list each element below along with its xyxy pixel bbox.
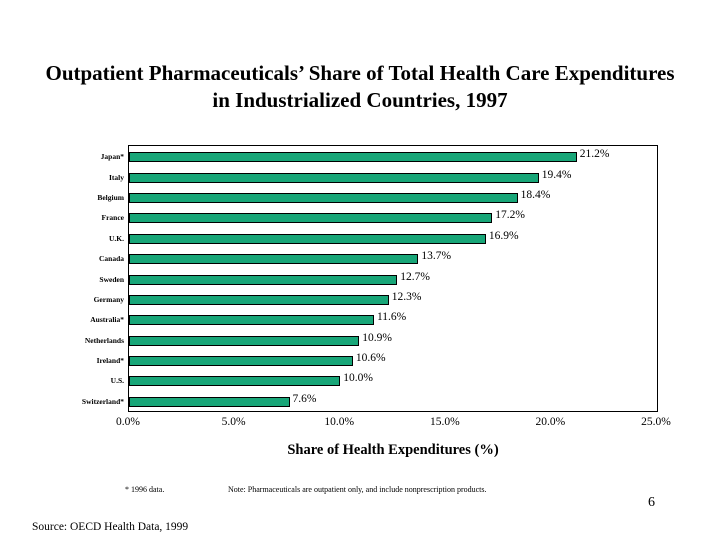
bar-row (129, 331, 657, 346)
x-tick-label: 20.0% (535, 416, 566, 428)
category-label: Germany (93, 294, 124, 304)
x-axis-title: Share of Health Expenditures (%) (287, 442, 499, 458)
x-tick-label: 0.0% (116, 416, 140, 428)
bars-container (129, 146, 657, 411)
category-label: Ireland* (96, 356, 124, 366)
bar (129, 254, 418, 264)
bar-value-label: 12.3% (391, 290, 422, 303)
x-tick-label: 25.0% (641, 416, 671, 428)
bar-value-label: 18.4% (520, 188, 551, 201)
chart-plot-area (128, 145, 658, 412)
bar-row (129, 188, 657, 203)
bar-value-label: 19.4% (541, 168, 572, 181)
bar-value-label: 10.6% (355, 352, 386, 365)
bar (129, 213, 492, 223)
bar-row (129, 270, 657, 285)
bar-row (129, 311, 657, 325)
x-tick-label: 5.0% (221, 416, 246, 428)
category-label: U.K. (109, 233, 124, 243)
category-label: Sweden (99, 274, 124, 284)
bar (129, 336, 359, 346)
bar-value-label: 7.6% (292, 392, 317, 405)
bar (129, 275, 397, 285)
bar-row (129, 290, 657, 305)
bar-value-label: 10.0% (343, 372, 373, 385)
bar-row (129, 352, 657, 366)
footnote-note: Note: Pharmaceuticals are outpatient only, and include nonprescription products. (228, 485, 487, 494)
bar (129, 356, 353, 366)
bar (129, 234, 486, 244)
bar (129, 315, 374, 325)
bar (129, 376, 340, 386)
page-title: Outpatient Pharmaceuticals’ Share of Total Health Care Expenditures in Industrialized Countries, 1997 (45, 61, 675, 112)
x-tick-label: 10.0% (324, 416, 355, 428)
bar-value-label: 16.9% (488, 229, 519, 242)
category-label: Italy (109, 172, 124, 182)
page-number: 6 (648, 495, 655, 510)
category-label: Netherlands (84, 335, 124, 345)
bar-row (129, 209, 657, 223)
bar-value-label: 12.7% (400, 270, 430, 283)
bar (129, 397, 290, 407)
bar-value-label: 21.2% (579, 148, 610, 161)
bar (129, 173, 539, 183)
category-label: Belgium (97, 192, 124, 202)
bar-value-label: 11.6% (376, 311, 407, 324)
bar-row (129, 168, 657, 183)
bar (129, 152, 577, 162)
category-label: Japan* (100, 152, 124, 162)
bar (129, 295, 389, 305)
footnote-asterisk: * 1996 data. (125, 485, 165, 494)
bar-row (129, 392, 657, 407)
category-label: Canada (98, 254, 124, 264)
source-line: Source: OECD Health Data, 1999 (32, 521, 189, 533)
bar-row (129, 148, 657, 162)
bar-value-label: 17.2% (495, 209, 525, 222)
category-label: Switzerland* (81, 396, 124, 406)
bar (129, 193, 518, 203)
category-label: Australia* (90, 315, 124, 325)
bar-value-label: 13.7% (421, 250, 452, 263)
category-label: U.S. (110, 376, 124, 386)
category-label: France (101, 213, 124, 223)
bar-row (129, 229, 657, 244)
x-tick-label: 15.0% (429, 416, 460, 428)
bar-value-label: 10.9% (362, 331, 392, 344)
bar-row (129, 250, 657, 264)
bar-row (129, 372, 657, 386)
